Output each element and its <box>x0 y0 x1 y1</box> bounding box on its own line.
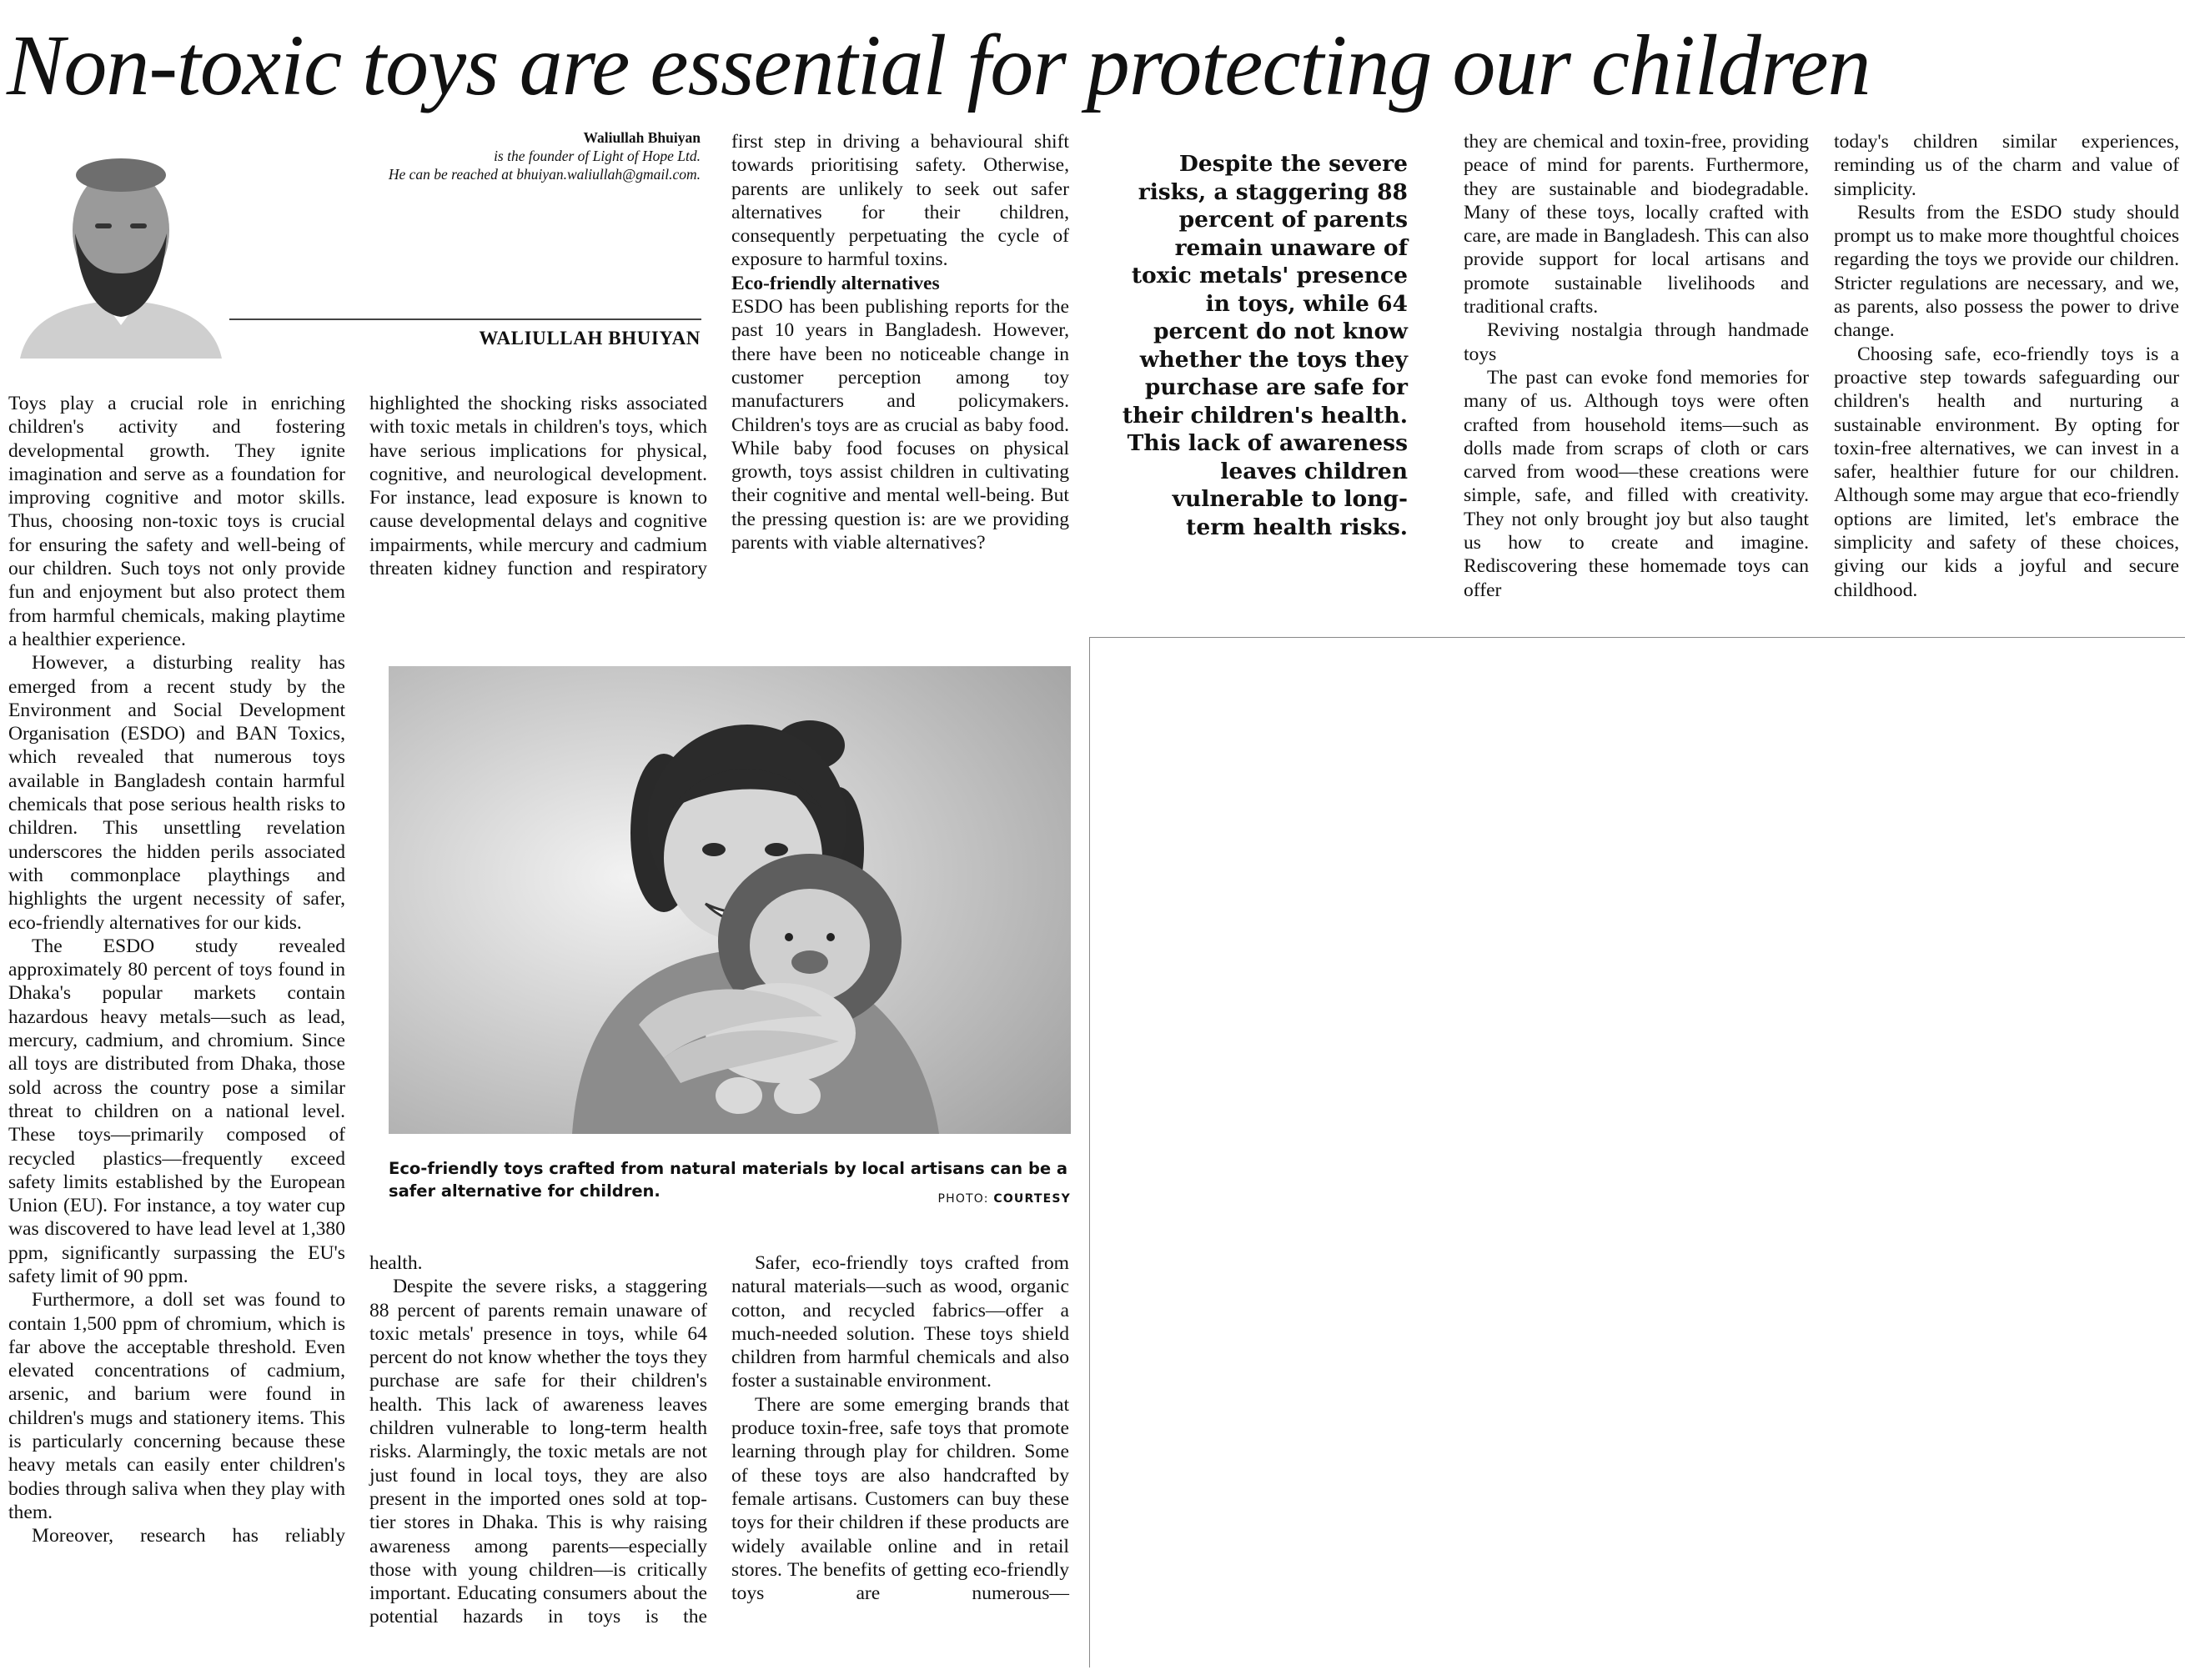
column-3-top <box>731 130 1069 554</box>
paragraph: Toys play a crucial role in enriching children's activity and fostering developmental growth. They ignite imagination and serve as a foundation for improving cognitive and motor skills. Thus, choosing non-toxic toys is crucial for ensuring the safety and well-being of our children. Such toys not only provide fun and enjoyment but also protect them from harmful chemicals, making playtime a healthier experience. <box>8 393 345 650</box>
author-bio: is the founder of Light of Hope Ltd. <box>494 148 701 164</box>
pull-quote: Despite the severe risks, a staggering 88 percent of parents remain unaware of toxic metals' presence in toys, while 64 percent do not know whether the toys they purchase are safe for their children's health. This lack of awareness leaves children vulnerable to long-term health risks. <box>1122 151 1408 540</box>
author-info <box>250 128 701 183</box>
paragraph: The past can evoke fond memories for many of us. Although toys were often crafted from household items—such as dolls made from scraps of cloth or cars carved from wood—these creations were simple, safe, and filled with creativity. They not only brought joy but also taught us how to create and imagine. Rediscovering these homemade toys can offer <box>1464 366 1809 601</box>
author-photo <box>12 140 230 359</box>
paragraph: health. <box>369 1252 423 1274</box>
paragraph: Moreover, research has reliably <box>32 1525 345 1547</box>
paragraph: Results from the ESDO study should prompt us to make more thoughtful choices regarding the toys we provide our children. Stricter regulations are necessary, and we, as parents, also possess the power to drive change. <box>1834 201 2179 342</box>
layout-divider-horizontal <box>1090 637 2185 638</box>
author-name: Waliullah Bhuiyan <box>583 129 701 146</box>
photo-credit-source: COURTESY <box>993 1192 1071 1206</box>
headline: Non-toxic toys are essential for protecting our children <box>7 18 1871 113</box>
paragraph: However, a disturbing reality has emerged from a recent study by the Environment and Social Development Organisation (ESDO) and BAN Toxics, which revealed that numerous toys available in Bangladesh contain harmful chemicals that pose serious health risks to children. This unsettling revelation underscores the hidden perils associated with commonplace playthings and highlights the urgent necessity of safer, eco-friendly alternatives for our kids. <box>8 652 345 934</box>
column-1 <box>8 392 345 1548</box>
paragraph: The ESDO study revealed approximately 80 percent of toys found in Dhaka's popular markets contain hazardous heavy metals—such as lead, mercury, cadmium, and chromium. Since all toys are distributed from Dhaka, those sold across the country pose a similar threat to children on a national level. These toys—primarily composed of recycled plastics—frequently exceed safety limits established by the European Union (EU). For instance, a toy water cup was discovered to have lead level at 1,380 ppm, significantly surpassing the EU's safety limit of 90 ppm. <box>8 935 345 1287</box>
column-2-top <box>369 392 707 580</box>
paragraph: they are chemical and toxin-free, providing peace of mind for parents. Furthermore, they are sustainable and biodegradable. Many of these toys, locally crafted with care, are made in Bangladesh. This can also provide support for local artisans and promote sustainable livelihoods and traditional crafts. <box>1464 131 1809 318</box>
paragraph: today's children similar experiences, reminding us of the charm and value of simplicity. <box>1834 131 2179 200</box>
subheading: Eco-friendly alternatives <box>731 272 940 294</box>
author-contact: He can be reached at bhuiyan.waliullah@gmail.com. <box>388 166 701 183</box>
column-3-bottom <box>731 1251 1069 1605</box>
layout-divider-vertical <box>1089 637 1090 1667</box>
paragraph: highlighted the shocking risks associated with toxic metals in children's toys, which have serious implications for physical, cognitive, and neurological development. For instance, lead exposure is known to cause developmental delays and cognitive impairments, while mercury and cadmium threaten kidney function and respiratory <box>369 393 707 580</box>
paragraph: There are some emerging brands that produce toxin-free, safe toys that promote learning through play for children. Some of these toys are also handcrafted by female artisans. Customers can buy these toys for their children if these products are widely available online and in retail stores. The benefits of getting eco-friendly toys are numerous— <box>731 1393 1069 1605</box>
subheading: Reviving nostalgia through handmade toys <box>1464 319 1809 365</box>
paragraph: Furthermore, a doll set was found to contain 1,500 ppm of chromium, which is far above the acceptable threshold. Even elevated concentrations of cadmium, arsenic, and barium were found in children's mugs and stationery items. This is particularly concerning because these heavy metals can easily enter children's bodies through saliva when they play with them. <box>8 1289 345 1523</box>
article-photo <box>389 666 1071 1134</box>
paragraph: Despite the severe risks, a staggering 88 percent of parents remain unaware of toxic metals' presence in toys, while 64 percent do not know whether the toys they purchase are safe for their children's health. This lack of awareness leaves children vulnerable to long-term health risks. Alarmingly, the toxic metals are not just found in local toys, they are also present in the imported ones sold at top-tier stores in Dhaka. This is why raising awareness among parents—especially those with young children—is critically important. Educating consumers about the potential hazards in toys is the <box>369 1276 707 1628</box>
column-2-bottom <box>369 1251 707 1629</box>
column-6 <box>1834 130 2179 602</box>
paragraph: Choosing safe, eco-friendly toys is a proactive step towards safeguarding our children's health and nurturing a sustainable environment. By opting for toxin-free alternatives, we can invest in a safer, healthier future for our children. Although some may argue that eco-friendly options are limited, let's embrace the simplicity and safety of these choices, giving our kids a joyful and secure childhood. <box>1834 343 2179 601</box>
paragraph: first step in driving a behavioural shift towards prioritising safety. Otherwise, parents are unlikely to seek out safer alternatives for their children, consequently perpetuating the cycle of exposure to harmful toxins. <box>731 131 1069 271</box>
photo-credit <box>937 1191 1071 1207</box>
photo-caption: Eco-friendly toys crafted from natural materials by local artisans can be a safer alternative for children. <box>389 1159 1068 1201</box>
column-5 <box>1464 130 1809 602</box>
byline-divider <box>229 318 701 320</box>
byline: WALIULLAH BHUIYAN <box>479 328 701 349</box>
paragraph: Safer, eco-friendly toys crafted from natural materials—such as wood, organic cotton, and recycled fabrics—offer a much-needed solution. These toys shield children from harmful chemicals and also foster a sustainable environment. <box>731 1252 1069 1392</box>
photo-credit-label: PHOTO: <box>937 1192 989 1206</box>
paragraph: ESDO has been publishing reports for the past 10 years in Bangladesh. However, there have been no noticeable change in customer perception among toy manufacturers and policymakers. Children's toys are as crucial as baby food. While baby food focuses on physical growth, toys assist children in cultivating their cognitive and mental well-being. But the pressing question is: are we providing parents with viable alternatives? <box>731 296 1069 554</box>
